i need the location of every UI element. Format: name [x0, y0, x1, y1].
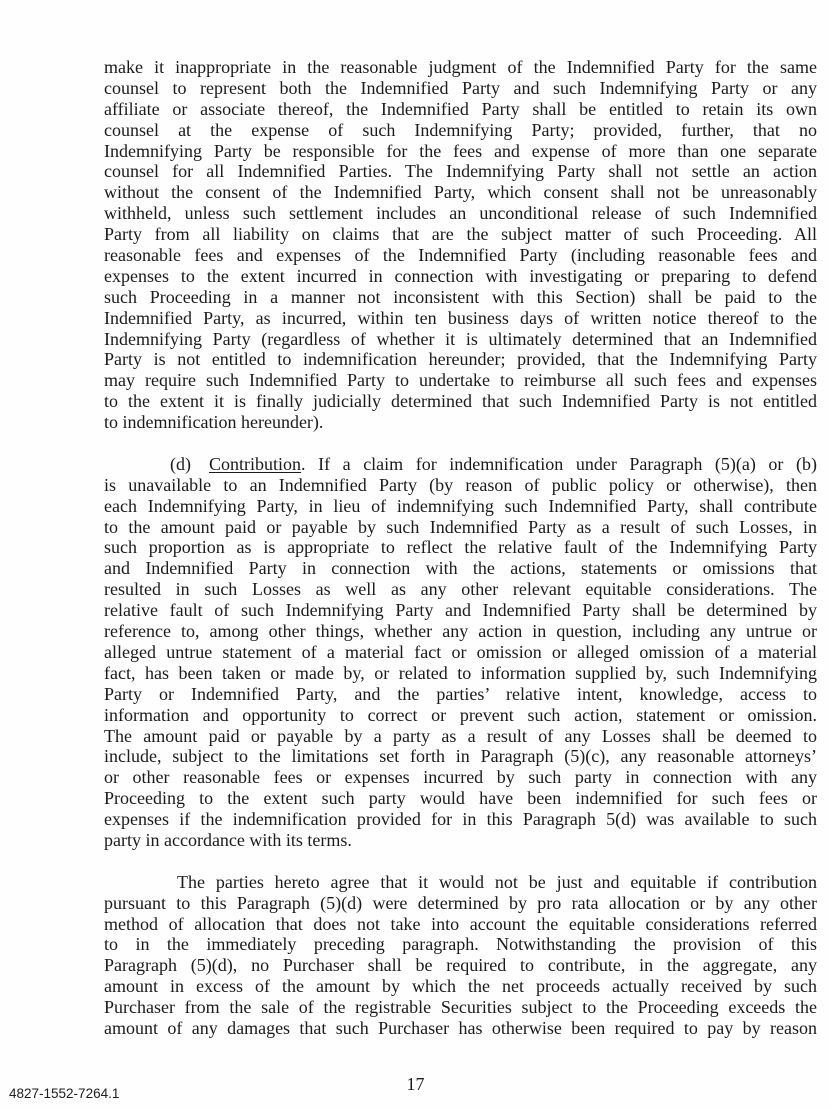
text-segment: affiliate or associate thereof, the Indemnified Party shall be entitled to retain its own — [104, 98, 817, 119]
text-segment: . If a claim for indemnification under Paragraph (5)(a) or (b) — [301, 453, 817, 474]
text-segment: counsel for all Indemnified Parties. The Indemnifying Party shall not settle an action — [104, 161, 817, 182]
text-segment: resulted in such Losses as well as any other relevant equitable considerations. The — [104, 579, 817, 600]
paragraph-counsel-indemnification — [104, 57, 817, 433]
text-line — [104, 245, 817, 266]
text-segment: amount in excess of the amount by which the net proceeds actually received by such — [104, 976, 817, 997]
text-line — [104, 976, 817, 997]
text-segment: information and opportunity to correct or prevent such action, statement or omission. — [104, 704, 817, 725]
text-segment: make it inappropriate in the reasonable judgment of the Indemnified Party for the same — [104, 57, 817, 77]
text-segment: Party is not entitled to indemnification hereunder; provided, that the Indemnifying Party — [104, 349, 817, 370]
text-line — [104, 726, 817, 747]
text-segment: method of allocation that does not take into account the equitable considerations referred — [104, 913, 817, 934]
text-segment: amount of any damages that such Purchaser has otherwise been required to pay by reason — [104, 1017, 817, 1038]
text-segment: Indemnifying Party be responsible for the fees and expense of more than one separate — [104, 140, 817, 161]
text-line — [104, 746, 817, 767]
text-line — [104, 914, 817, 935]
text-line — [104, 308, 817, 329]
text-segment: is unavailable to an Indemnified Party (by reason of public policy or otherwise), then — [104, 474, 817, 495]
text-line — [104, 349, 817, 370]
text-segment: reasonable fees and expenses of the Indemnified Party (including reasonable fees and — [104, 245, 817, 266]
text-segment: such proportion as is appropriate to reflect the relative fault of the Indemnifying Party — [104, 537, 817, 558]
text-segment: or other reasonable fees or expenses incurred by such party in connection with any — [104, 767, 817, 788]
text-segment: Indemnified Party, as incurred, within ten business days of written notice thereof to the — [104, 307, 817, 328]
text-line — [104, 1018, 817, 1039]
text-line — [104, 934, 817, 955]
text-line — [104, 496, 817, 517]
text-line — [104, 705, 817, 726]
text-segment: expenses if the indemnification provided for in this Paragraph 5(d) was available to such — [104, 809, 817, 830]
text-segment: reference to, among other things, whether any action in question, including any untrue or — [104, 621, 817, 642]
text-line — [104, 475, 817, 496]
text-segment: to the extent it is finally judicially determined that such Indemnified Party is not entitled — [104, 391, 817, 412]
text-line — [104, 809, 817, 830]
text-segment: such Proceeding in a manner not inconsistent with this Section) shall be paid to the — [104, 286, 817, 307]
text-line — [104, 872, 817, 893]
text-segment: fact, has been taken or made by, or related to information supplied by, such Indemnifying — [104, 662, 817, 683]
text-line — [104, 663, 817, 684]
text-line — [104, 642, 817, 663]
document-control-number: 4827-1552-7264.1 — [9, 1086, 120, 1101]
text-segment: pursuant to this Paragraph (5)(d) were determined by pro rata allocation or by any other — [104, 892, 817, 913]
text-segment: (d) — [170, 453, 191, 474]
text-line — [104, 537, 817, 558]
text-line — [104, 203, 817, 224]
text-segment: and Indemnified Party in connection with the actions, statements or omissions that — [104, 558, 817, 579]
text-line — [104, 955, 817, 976]
text-line — [104, 141, 817, 162]
text-segment: The amount paid or payable by a party as a result of any Losses shall be deemed to — [104, 725, 817, 746]
heading-underlined: Contribution — [209, 453, 302, 474]
text-line — [104, 558, 817, 579]
text-segment: each Indemnifying Party, in lieu of indemnifying such Indemnified Party, shall contribute — [104, 495, 817, 516]
text-line — [104, 370, 817, 391]
text-segment: Purchaser from the sale of the registrable Securities subject to the Proceeding exceeds the — [104, 997, 817, 1018]
text-line — [104, 120, 817, 141]
paragraph-5d-contribution — [104, 454, 817, 851]
text-line — [104, 287, 817, 308]
document-body — [104, 57, 817, 1039]
text-line — [104, 621, 817, 642]
text-segment: relative fault of such Indemnifying Party and Indemnified Party shall be determined by — [104, 600, 817, 621]
text-line — [104, 78, 817, 99]
text-line — [104, 266, 817, 287]
text-line — [104, 454, 817, 475]
text-segment: to the amount paid or payable by such Indemnified Party as a result of such Losses, in — [104, 516, 817, 537]
text-segment: alleged untrue statement of a material fact or omission or alleged omission of a material — [104, 641, 817, 662]
text-line — [104, 893, 817, 914]
text-line — [104, 224, 817, 245]
text-line — [104, 830, 817, 851]
text-line — [104, 182, 817, 203]
tab-space — [191, 469, 209, 470]
text-segment: to in the immediately preceding paragraph. Notwithstanding the provision of this — [104, 934, 817, 955]
text-segment: Paragraph (5)(d), no Purchaser shall be required to contribute, in the aggregate, any — [104, 955, 817, 976]
text-line — [104, 517, 817, 538]
text-line — [104, 600, 817, 621]
text-segment: Proceeding to the extent such party would have been indemnified for such fees or — [104, 788, 817, 809]
text-segment: counsel at the expense of such Indemnifying Party; provided, further, that no — [104, 119, 817, 140]
text-segment: counsel to represent both the Indemnified Party and such Indemnifying Party or any — [104, 77, 817, 98]
paragraph-pro-rata-allocation — [104, 872, 817, 1039]
text-line — [104, 579, 817, 600]
text-line — [104, 412, 817, 433]
text-segment: Party or Indemnified Party, and the parties’ relative intent, knowledge, access to — [104, 683, 817, 704]
text-segment: may require such Indemnified Party to undertake to reimburse all such fees and expenses — [104, 370, 817, 391]
text-segment: expenses to the extent incurred in connection with investigating or preparing to defend — [104, 265, 817, 286]
text-segment: party in accordance with its terms. — [104, 829, 352, 850]
text-line — [104, 99, 817, 120]
text-line — [104, 329, 817, 350]
text-segment: The parties hereto agree that it would not be just and equitable if contribution — [177, 871, 817, 892]
page-number: 17 — [406, 1074, 425, 1094]
text-line — [104, 161, 817, 182]
text-segment: without the consent of the Indemnified Party, which consent shall not be unreasonably — [104, 182, 817, 203]
text-line — [104, 391, 817, 412]
text-line — [104, 57, 817, 78]
text-line — [104, 684, 817, 705]
text-segment: withheld, unless such settlement includes an unconditional release of such Indemnified — [104, 203, 817, 224]
text-segment: Party from all liability on claims that are the subject matter of such Proceeding. All — [104, 224, 817, 245]
text-line — [104, 997, 817, 1018]
text-line — [104, 788, 817, 809]
text-segment: Indemnifying Party (regardless of whether it is ultimately determined that an Indemnified — [104, 328, 817, 349]
text-segment: to indemnification hereunder). — [104, 412, 324, 433]
text-line — [104, 767, 817, 788]
text-segment: include, subject to the limitations set forth in Paragraph (5)(c), any reasonable attorneys’ — [104, 746, 817, 767]
